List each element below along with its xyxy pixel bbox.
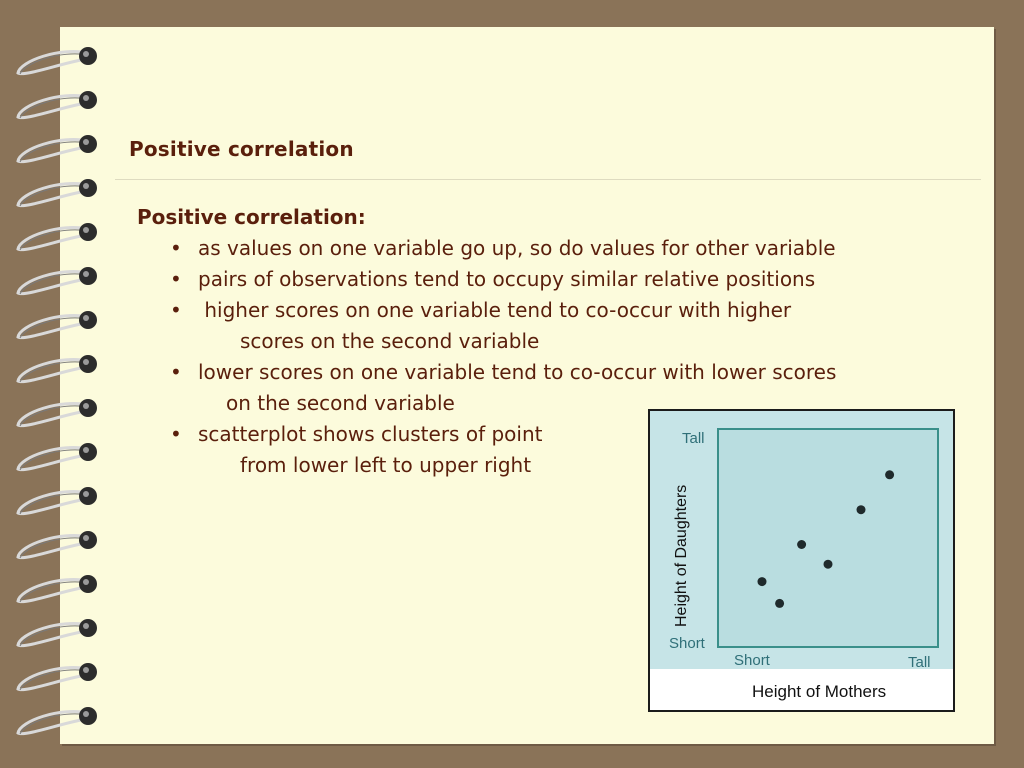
- binding-hole-highlight: [83, 623, 89, 629]
- bullet-text: pairs of observations tend to occupy similar relative positions: [198, 267, 816, 291]
- binding-ring: [18, 404, 88, 426]
- binding-hole-highlight: [83, 315, 89, 321]
- binding-hole-highlight: [83, 95, 89, 101]
- binding-ring: [18, 712, 88, 734]
- bullet-text: lower scores on one variable tend to co-occur with lower scores: [198, 360, 837, 384]
- binding-ring: [18, 580, 88, 602]
- bullet-text-continued: on the second variable: [226, 391, 455, 415]
- scatter-point: [797, 540, 806, 549]
- x-axis-label: Height of Mothers: [752, 682, 887, 701]
- plot-area: [718, 429, 938, 647]
- binding-ring: [18, 184, 88, 206]
- section-heading: Positive correlation:: [137, 205, 366, 229]
- binding-hole-highlight: [83, 359, 89, 365]
- binding-ring: [18, 316, 88, 338]
- binding-hole-highlight: [83, 447, 89, 453]
- title-divider: [115, 179, 981, 180]
- binding-hole-highlight: [83, 271, 89, 277]
- binding-ring: [18, 448, 88, 470]
- y-axis-label: Height of Daughters: [673, 484, 690, 627]
- y-tick-short: Short: [669, 635, 705, 652]
- x-tick-tall: Tall: [908, 654, 931, 671]
- binding-hole-highlight: [83, 667, 89, 673]
- bullet-marker: •: [170, 267, 182, 291]
- binding-hole-highlight: [83, 535, 89, 541]
- binding-ring: [18, 272, 88, 294]
- binding-hole-highlight: [83, 227, 89, 233]
- slide-title: Positive correlation: [129, 137, 354, 161]
- binding-ring: [18, 140, 88, 162]
- binding-hole-highlight: [83, 711, 89, 717]
- binding-hole-highlight: [83, 139, 89, 145]
- bullet-item: [170, 264, 977, 295]
- bullet-marker: •: [170, 236, 182, 260]
- scatter-point: [824, 560, 833, 569]
- scatter-point: [775, 599, 784, 608]
- binding-hole-highlight: [83, 51, 89, 57]
- binding-ring: [18, 624, 88, 646]
- x-tick-short: Short: [734, 652, 770, 669]
- binding-hole-highlight: [83, 579, 89, 585]
- bullet-text-continued: from lower left to upper right: [240, 453, 532, 477]
- binding-ring: [18, 360, 88, 382]
- bullet-marker: •: [170, 422, 182, 446]
- binding-ring: [18, 668, 88, 690]
- bullet-text: higher scores on one variable tend to co-occur with higher: [198, 298, 792, 322]
- bullet-marker: •: [170, 298, 182, 322]
- y-tick-tall: Tall: [682, 430, 705, 447]
- scatter-point: [758, 577, 767, 586]
- bullet-text-continued: scores on the second variable: [240, 329, 540, 353]
- binding-ring: [18, 228, 88, 250]
- scatterplot-figure: [648, 409, 955, 712]
- binding-hole-highlight: [83, 491, 89, 497]
- binding-hole-highlight: [83, 183, 89, 189]
- binding-ring: [18, 52, 88, 74]
- bullet-item: [170, 295, 977, 357]
- scatter-point: [885, 470, 894, 479]
- binding-ring: [18, 536, 88, 558]
- bullet-text: as values on one variable go up, so do values for other variable: [198, 236, 836, 260]
- bullet-text: scatterplot shows clusters of point: [198, 422, 543, 446]
- scatter-point: [857, 505, 866, 514]
- scatterplot: [650, 411, 953, 710]
- spiral-binding: [0, 0, 110, 768]
- bullet-item: [170, 233, 977, 264]
- binding-ring: [18, 492, 88, 514]
- binding-hole-highlight: [83, 403, 89, 409]
- binding-ring: [18, 96, 88, 118]
- bullet-marker: •: [170, 360, 182, 384]
